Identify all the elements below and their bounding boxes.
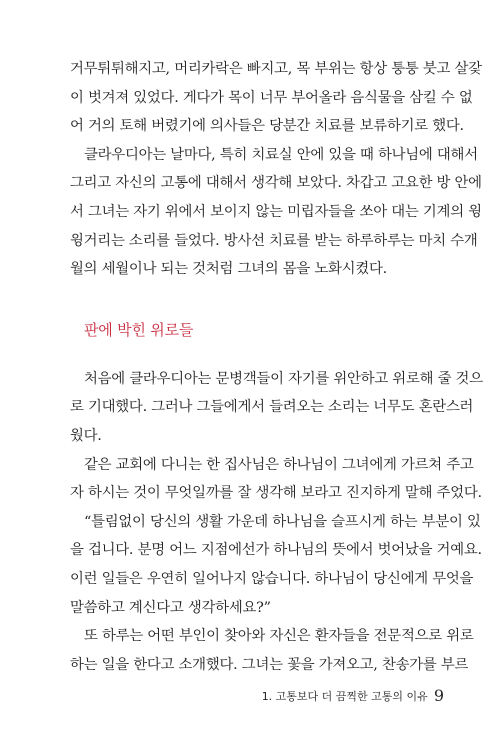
paragraph	[70, 508, 482, 622]
book-page	[70, 55, 483, 679]
section-title: 판에 박힌 위로들	[84, 320, 194, 339]
text-line: 웠다.	[70, 427, 102, 444]
paragraph	[70, 622, 474, 679]
text-line: 이 벗겨져 있었다. 게다가 목이 너무 부어올라 음식물을 삼킬 수 없	[70, 89, 473, 106]
text-line: 말씀하고 계신다고 생각하세요?”	[70, 599, 271, 616]
text-line: 어 거의 토해 버렸기에 의사들은 당분간 치료를 보류하기로 했다.	[70, 118, 464, 135]
paragraph	[70, 365, 483, 451]
text-line: 로 기대했다. 그러나 그들에게서 들려오는 소리는 너무도 혼란스러	[70, 399, 474, 416]
text-line: 같은 교회에 다니는 한 집사님은 하나님이 그녀에게 가르쳐 주고	[84, 456, 474, 473]
text-line: 윙거리는 소리를 들었다. 방사선 치료를 받는 하루하루는 마치 수개	[70, 232, 478, 249]
text-line: “틀림없이 당신의 생활 가운데 하나님을 슬프시게 하는 부분이 있	[84, 513, 481, 530]
text-line: 하는 일을 한다고 소개했다. 그녀는 꽃을 가져오고, 찬송가를 부르	[70, 656, 469, 673]
text-line: 서 그녀는 자기 위에서 보이지 않는 미립자들을 쏘아 대는 기계의 윙	[70, 203, 482, 220]
page-number: 9	[433, 686, 444, 705]
page-footer	[262, 686, 444, 705]
text-line: 또 하루는 어떤 부인이 찾아와 자신은 환자들을 전문적으로 위로	[84, 628, 474, 645]
text-line: 이런 일들은 우연히 일어나지 않습니다. 하나님이 당신에게 무엇을	[70, 570, 474, 587]
text-line: 월의 세월이나 되는 것처럼 그녀의 몸을 노화시켰다.	[70, 261, 387, 278]
body-text-top	[70, 55, 482, 284]
running-chapter-title: 1. 고통보다 더 끔찍한 고통의 이유	[261, 690, 428, 703]
text-line: 처음에 클라우디아는 문병객들이 자기를 위안하고 위로해 줄 것으	[84, 370, 483, 387]
paragraph	[70, 141, 482, 284]
paragraph	[70, 451, 482, 508]
text-line: 을 겁니다. 분명 어느 지점에선가 하나님의 뜻에서 벗어났을 거예요.	[70, 542, 482, 559]
text-line: 그리고 자신의 고통에 대해서 생각해 보았다. 차갑고 고요한 방 안에	[70, 175, 482, 192]
text-line: 클라우디아는 날마다, 특히 치료실 안에 있을 때 하나님에 대해서	[84, 146, 478, 163]
text-line: 자 하시는 것이 무엇일까를 잘 생각해 보라고 진지하게 말해 주었다.	[70, 485, 482, 502]
text-line: 거무튀튀해지고, 머리카락은 빠지고, 목 부위는 항상 퉁퉁 붓고 살갗	[70, 61, 482, 77]
body-text-bottom	[70, 365, 483, 680]
paragraph	[70, 55, 482, 141]
